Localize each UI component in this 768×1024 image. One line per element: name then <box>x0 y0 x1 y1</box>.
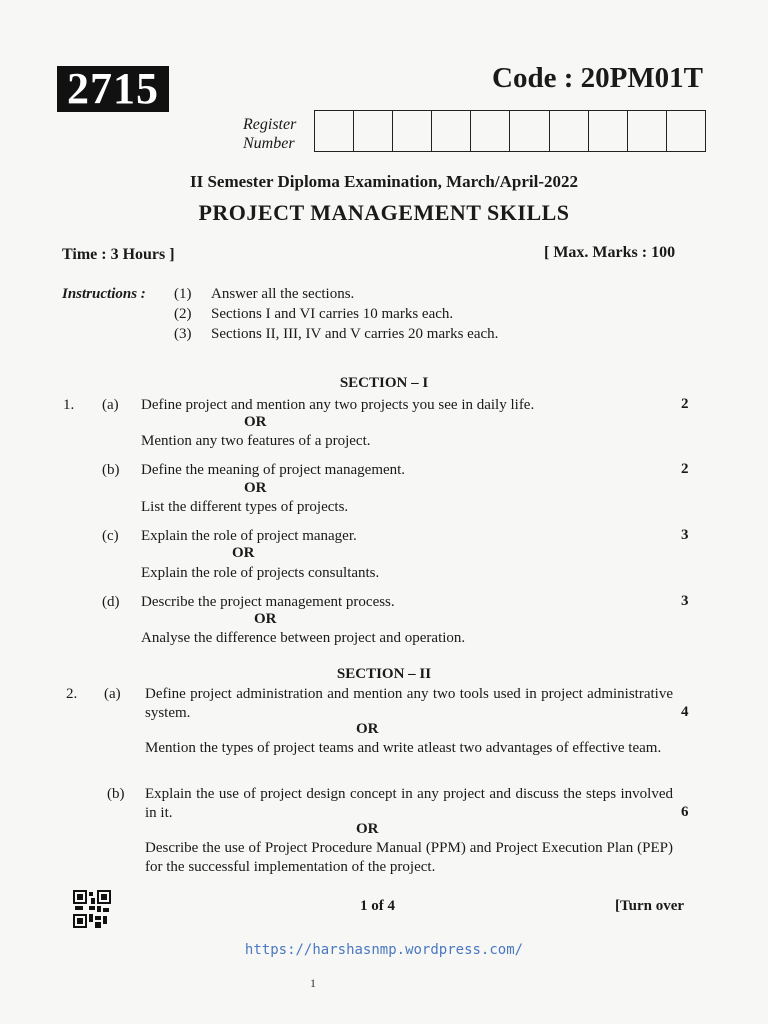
question-text: Describe the project management process. <box>141 594 395 610</box>
question-number: 2. <box>66 686 78 702</box>
register-number-boxes <box>314 110 706 152</box>
footer-url-link[interactable]: https://harshasnmp.wordpress.com/ <box>244 942 524 958</box>
or-separator: OR <box>356 721 379 737</box>
part-label: (d) <box>102 594 120 610</box>
instruction-number: (3) <box>174 326 192 342</box>
question-number: 1. <box>63 397 75 413</box>
marks: 4 <box>681 704 689 720</box>
or-separator: OR <box>244 414 267 430</box>
question-text: Explain the role of project manager. <box>141 528 357 544</box>
subject-code: Code : 20PM01T <box>492 62 704 94</box>
instruction-text: Sections II, III, IV and V carries 20 marks each. <box>211 326 499 342</box>
question-text: Explain the use of project design concept in any project and discuss the steps involved in it. <box>145 786 673 821</box>
alternative-question: Mention any two features of a project. <box>141 433 371 449</box>
instruction-number: (1) <box>174 286 192 302</box>
or-separator: OR <box>232 545 255 561</box>
marks: 2 <box>681 461 689 477</box>
alternative-question: List the different types of projects. <box>141 499 349 515</box>
alternative-question: Analyse the difference between project and operation. <box>141 630 466 646</box>
question-text: Define project administration and mention any two tools used in project administrative system. <box>145 686 673 721</box>
part-label: (b) <box>107 786 125 802</box>
register-label-line1: Register <box>243 116 297 133</box>
alternative-question: Mention the types of project teams and write atleast two advantages of effective team. <box>145 740 662 756</box>
section-heading: SECTION – I <box>339 375 429 391</box>
paper-code-badge: 2715 <box>57 66 169 112</box>
question-text: Define project and mention any two projects you see in daily life. <box>141 397 535 413</box>
register-label-line2: Number <box>243 135 295 152</box>
or-separator: OR <box>356 821 379 837</box>
turn-over-note: [Turn over <box>615 898 685 914</box>
register-number-label <box>243 115 296 153</box>
part-label: (c) <box>102 528 119 544</box>
exam-title: II Semester Diploma Examination, March/April-2022 <box>190 172 578 191</box>
alternative-question: Describe the use of Project Procedure Manual (PPM) and Project Execution Plan (PEP) for the successful implementation of the project. <box>145 840 673 875</box>
part-label: (b) <box>102 462 120 478</box>
marks: 3 <box>681 527 689 543</box>
time-allowed: Time : 3 Hours ] <box>62 246 175 263</box>
max-marks: [ Max. Marks : 100 <box>544 244 676 261</box>
instruction-text: Sections I and VI carries 10 marks each. <box>211 306 454 322</box>
instruction-number: (2) <box>174 306 192 322</box>
marks: 3 <box>681 593 689 609</box>
page-number: 1 of 4 <box>360 898 395 914</box>
part-label: (a) <box>102 397 119 413</box>
question-text: Define the meaning of project management. <box>141 462 406 478</box>
instruction-text: Answer all the sections. <box>211 286 355 302</box>
section-heading: SECTION – II <box>336 666 432 682</box>
or-separator: OR <box>244 480 267 496</box>
stamp-mark: 1 <box>310 976 316 990</box>
instructions-label: Instructions : <box>62 286 146 302</box>
marks: 2 <box>681 396 689 412</box>
alternative-question: Explain the role of projects consultants. <box>141 565 380 581</box>
or-separator: OR <box>254 611 277 627</box>
qr-code-icon <box>73 890 111 928</box>
part-label: (a) <box>104 686 121 702</box>
marks: 6 <box>681 804 689 820</box>
subject-title: PROJECT MANAGEMENT SKILLS <box>198 200 570 225</box>
